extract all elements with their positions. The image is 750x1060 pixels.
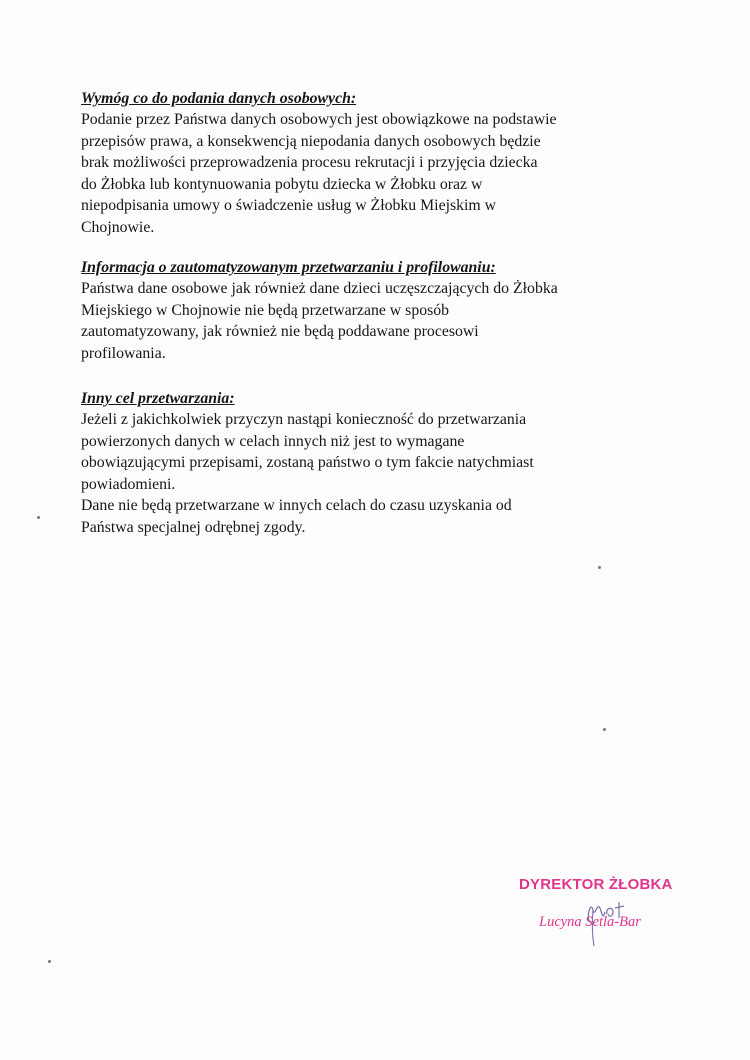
section-heading: Wymóg co do podania danych osobowych: [81, 90, 357, 107]
scan-speck [37, 516, 40, 519]
paragraph-line: Jeżeli z jakichkolwiek przyczyn nastąpi konieczność do przetwarzania [81, 411, 527, 428]
section-other-purpose [81, 389, 681, 539]
paragraph-line: zautomatyzowany, jak również nie będą poddawane procesowi [81, 323, 479, 341]
paragraph-line: Państwa dane osobowe jak również dane dzieci uczęszczających do Żłobka [81, 280, 558, 297]
paragraph-line: Dane nie będą przetwarzane w innych celach do czasu uzyskania od [81, 497, 512, 515]
paragraph-line: do Żłobka lub kontynuowania pobytu dziecka w Żłobku oraz w [81, 175, 483, 193]
section-personal-data-requirement [81, 89, 681, 239]
scan-speck [48, 960, 51, 963]
paragraph-line: Miejskiego w Chojnowie nie będą przetwarzane w sposób [81, 301, 450, 319]
stamp-name: Lucyna Setla-Bar [539, 914, 641, 930]
paragraph-line: brak możliwości przeprowadzenia procesu rekrutacji i przyjęcia dziecka [81, 154, 538, 172]
scan-speck [598, 566, 601, 569]
paragraph-line: profilowania. [81, 344, 166, 362]
paragraph-line: obowiązującymi przepisami, zostaną państwo o tym fakcie natychmiast [81, 454, 534, 472]
paragraph-line: powierzonych danych w celach innych niż jest to wymagane [81, 432, 465, 450]
section-heading: Informacja o zautomatyzowanym przetwarzaniu i profilowaniu: [81, 259, 496, 276]
stamp-title: DYREKTOR ŻŁOBKA [519, 876, 673, 893]
paragraph-line: niepodpisania umowy o świadczenie usług w Żłobku Miejskim w [81, 197, 497, 215]
paragraph-line: powiadomieni. [81, 475, 176, 493]
paragraph-line: przepisów prawa, a konsekwencją niepodania danych osobowych będzie [81, 132, 541, 150]
paragraph-line: Państwa specjalnej odrębnej zgody. [81, 518, 306, 536]
section-heading: Inny cel przetwarzania: [81, 390, 235, 407]
paragraph-line: Podanie przez Państwa danych osobowych jest obowiązkowe na podstawie [81, 111, 557, 128]
paragraph-line: Chojnowie. [81, 218, 155, 236]
scan-speck [603, 728, 606, 731]
handwritten-signature [575, 892, 645, 952]
section-automated-processing [81, 258, 681, 364]
